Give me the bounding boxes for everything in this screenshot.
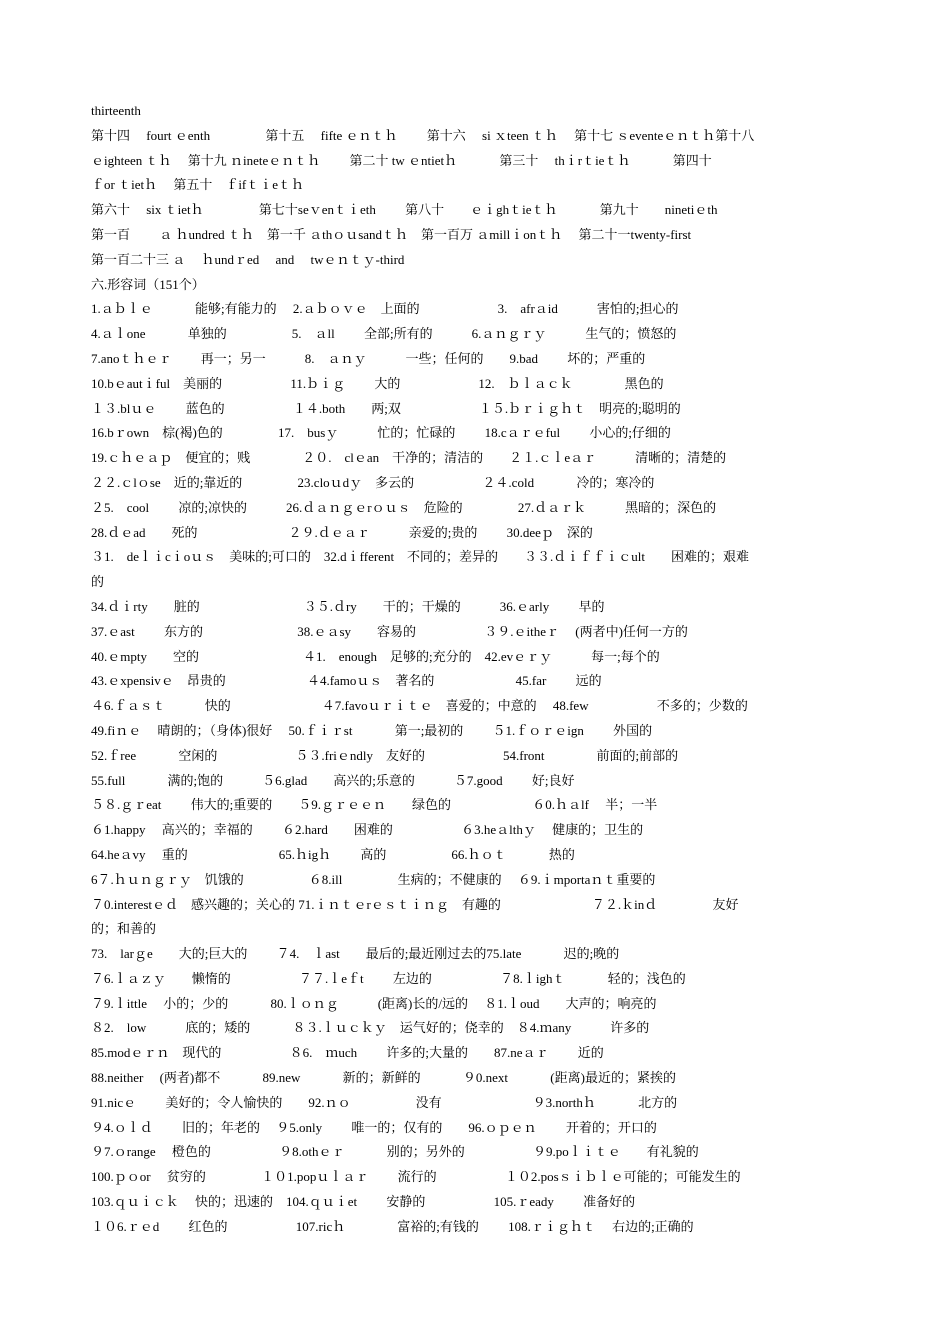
text-line: ３1. deｌｉcｉoｕｓ 美味的;可口的 32.dｉfferent 不同的；差异的 ３３.ｄｉｆｆｉｃult 困难的；艰难: [91, 549, 750, 565]
text-line: 73. larｇe 大的;巨大的 ７4. ｌast 最后的;最近刚过去的75.late 迟的;晚的: [91, 946, 620, 962]
text-line: 的: [91, 574, 105, 590]
text-line: 55.full 满的;饱的 ５6.glad 高兴的;乐意的 ５7.good 好;良好: [91, 772, 575, 788]
text-line: 37.ｅast 东方的 38.ｅａsy 容易的 ３９.ｅitheｒ (两者中)任何一方的: [91, 623, 688, 639]
text-line: ７9.ｌittle 小的；少的 80.ｌｏｎｇ (距离)长的/远的 ８1.ｌoud 大声的；响亮的: [91, 995, 657, 1011]
text-line: 1.ａｂｌｅ 能够;有能力的 2.ａｂｏｖｅ 上面的 3. afrａid 害怕的;担心的: [91, 301, 679, 317]
text-line: ２２.ｃlｏse 近的;靠近的 23.cloｕdｙ 多云的 ２４.cold 冷的；寒冷的: [91, 474, 655, 490]
text-line: thirteenth: [91, 103, 141, 118]
text-line: 64.heａvy 重的 65.ｈigｈ 高的 66.ｈｏｔ 热的: [91, 846, 575, 862]
text-line: 91.nicｅ 美好的；令人愉快的 92.ｎｏ 没有 ９3.northｈ 北方的: [91, 1094, 678, 1110]
text-line: ７0.interestｅｄ 感兴趣的；关心的 71.ｉｎｔｅrｅｓｔｉｎｇ 有趣的 ７２.ｋinｄ 友好: [91, 896, 739, 912]
text-line: 第六十 six ｔietｈ 第七十seｖenｔｉeth 第八十 ｅｉghｔieｔｈ 第九十 ninetiｅth: [91, 202, 718, 218]
text-line: ９4.ｏｌｄ 旧的；年老的 ９5.only 唯一的；仅有的 96.ｏｐｅｎ 开着的；开口的: [91, 1119, 657, 1135]
text-line: 7.anoｔｈｅｒ 再一；另一 8. ａｎｙ 一些；任何的 9.bad 坏的；严重的: [91, 350, 646, 366]
text-line: 第一百 ａ ｈundred ｔｈ 第一千 ａthｏｕsandｔｈ 第一百万 ａmillｉonｔｈ 第二十一twenty-first: [91, 226, 692, 242]
text-line: 10.bｅautｉful 美丽的 11.ｂｉｇ 大的 12. ｂｌａｃｋ 黑色的: [91, 375, 664, 391]
text-line: ５８.ｇｒeat 伟大的;重要的 ５9.ｇｒｅｅｎ 绿色的 ６0.ｈａlf 半；一半: [91, 797, 658, 813]
text-line: 6７.ｈｕｎｇｒｙ 饥饿的 ６8.ill 生病的；不健康的 ６9.ｉmportaｎｔ重要的: [91, 871, 656, 887]
text-line: 85.modｅｒｎ 现代的 ８6. ｍuch 许多的;大量的 87.neａｒ 近的: [91, 1045, 604, 1061]
text-line: 第一百二十三 ａ ｈundｒed and twｅｎｔｙ-third: [91, 251, 405, 267]
text-line: １０6.ｒｅd 红色的 107.ricｈ 富裕的;有钱的 108.ｒｉｇｈｔ 右边的;正确的: [91, 1218, 694, 1234]
section-heading: 六.形容词（151个）: [91, 276, 205, 292]
text-line: １３.blｕｅ 蓝色的 １４.both 两;双 １５.ｂｒｉｇｈｔ 明亮的;聪明的: [91, 400, 681, 416]
text-line: 34.ｄｉrty 脏的 ３５.ｄry 干的；干燥的 36.ｅarly 早的: [91, 598, 605, 614]
text-line: ４6.ｆａｓｔ 快的 ４7.favoｕｒｉｔｅ 喜爱的；中意的 48.few 不多的；少数的: [91, 698, 748, 714]
text-line: ９7.ｏrange 橙色的 ９8.othｅｒ 别的；另外的 ９9.poｌｉｔｅ 有礼貌的: [91, 1144, 699, 1160]
text-line: ８2. low 底的；矮的 ８３.ｌｕｃｋｙ 运气好的；侥幸的 ８4.ｍany 许多的: [91, 1020, 650, 1036]
text-line: 49.fiｎｅ 晴朗的；（身体)很好 50.ｆｉｒst 第一;最初的 ５1.ｆｏｒｅign 外国的: [91, 722, 653, 738]
text-line: ７6.ｌａｚｙ 懒惰的 ７７.ｌeｆt 左边的 ７8.ｌighｔ 轻的；浅色的: [91, 970, 686, 986]
text-line: 103.ｑｕｉｃｋ 快的；迅速的 104.ｑｕｉet 安静的 105.ｒeady 准备好的: [91, 1194, 636, 1210]
text-line: 4.ａｌone 单独的 5. ａll 全部;所有的 6.ａｎｇｒｙ 生气的；愤怒的: [91, 326, 677, 342]
text-line: 第十四 fourt ｅenth 第十五 fifte ｅｎｔｈ 第十六 si ｘteen ｔｈ 第十七 ｓeventeｅｎｔｈ第十八: [91, 127, 755, 143]
document-body: [91, 99, 871, 1240]
text-line: 88.neither (两者)都不 89.new 新的；新鲜的 ９0.next (距离)最近的；紧挨的: [91, 1070, 676, 1086]
text-line: 16.bｒown 棕(褐)色的 17. busｙ 忙的；忙碌的 18.cａｒｅful 小心的;仔细的: [91, 425, 671, 441]
text-line: ｅighteen ｔｈ 第十九 ｎineteｅｎｔｈ 第二十 tw ｅntietｈ 第三十 thｉrｔieｔｈ 第四十: [91, 152, 712, 168]
text-line: 100.ｐｏor 贫穷的 １０1.popｕｌａｒ 流行的 １０2.posｓｉｂｌｅ可能的；可能发生的: [91, 1169, 741, 1185]
text-line: 52.ｆree 空闲的 ５３.friｅndly 友好的 54.front 前面的;前部的: [91, 747, 679, 763]
text-line: 40.ｅmpty 空的 ４1. enough 足够的;充分的 42.evｅｒｙ 每一;每个的: [91, 648, 660, 664]
text-line: 43.ｅxpensivｅ 昂贵的 ４4.famoｕｓ 著名的 45.far 远的: [91, 673, 602, 689]
text-line: ｆor ｔietｈ 第五十 ｆifｔｉeｔｈ: [91, 177, 305, 193]
text-line: 的；和善的: [91, 921, 157, 937]
text-line: ２5. cool 凉的;凉快的 26.ｄａｎｇｅrｏｕｓ 危险的 27.ｄａｒｋ 黑暗的；深色的: [91, 499, 717, 515]
text-line: 19.ｃｈｅａｐ 便宜的；贱 ２０. clｅan 干净的；清洁的 ２１.ｃｌeａｒ 清晰的；清楚的: [91, 450, 727, 466]
text-line: 28.ｄｅad 死的 ２９.ｄｅａｒ 亲爱的;贵的 30.deeｐ 深的: [91, 524, 593, 540]
text-line: ６1.happy 高兴的；幸福的 ６2.hard 困难的 ６3.heａlthｙ 健康的；卫生的: [91, 822, 644, 838]
